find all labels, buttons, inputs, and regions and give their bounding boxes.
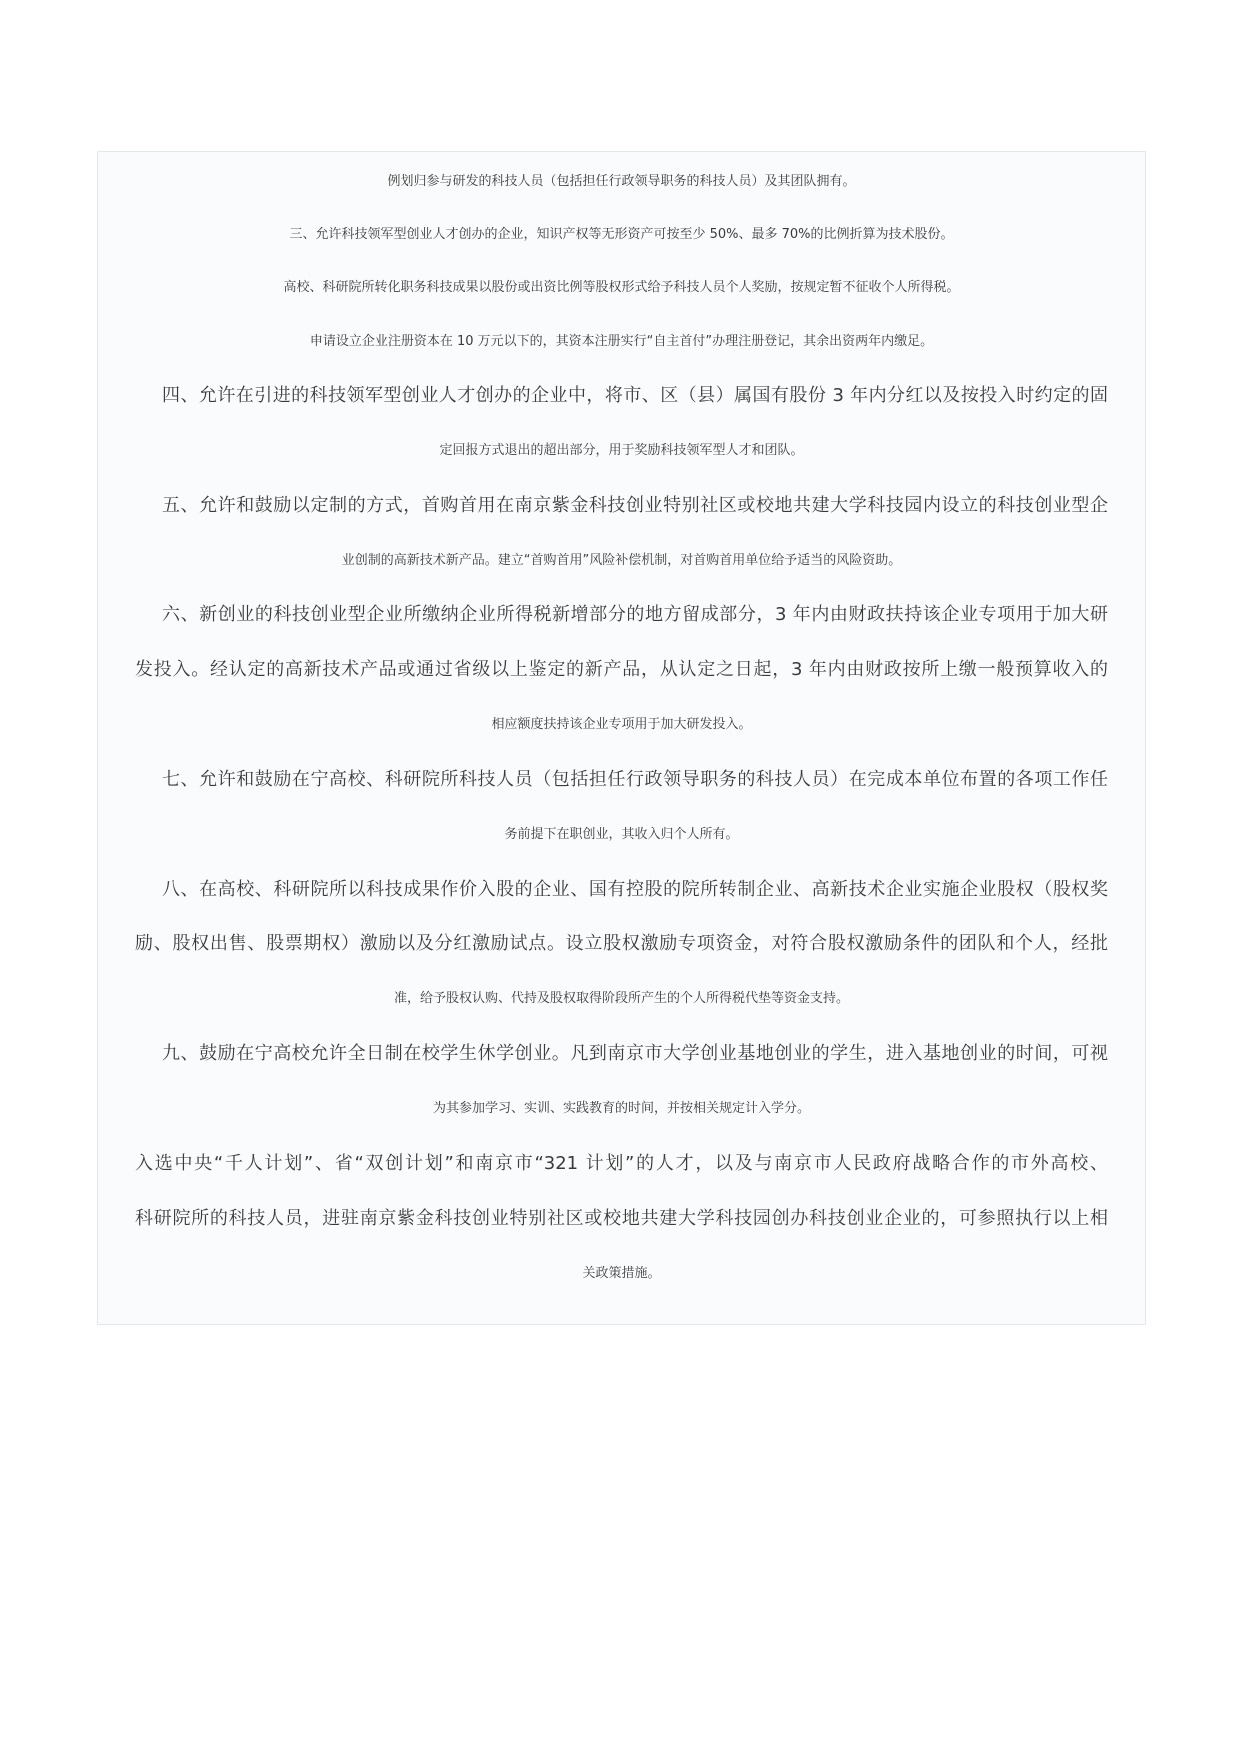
document-panel bbox=[97, 151, 1146, 1325]
text-line: 励、股权出售、股票期权）激励以及分红激励试点。设立股权激励专项资金，对符合股权激励条件的团队和个人，经批 bbox=[135, 933, 1108, 954]
text-line: 业创制的高新技术新产品。建立“首购首用”风险补偿机制，对首购首用单位给予适当的风险资助。 bbox=[341, 553, 902, 568]
text-line: 相应额度扶持该企业专项用于加大研发投入。 bbox=[491, 717, 752, 732]
text-line: 入选中央“千人计划”、省“双创计划”和南京市“321 计划”的人才，以及与南京市人民政府战略合作的市外高校、 bbox=[135, 1153, 1108, 1174]
text-line: 为其参加学习、实训、实践教育的时间，并按相关规定计入学分。 bbox=[432, 1101, 810, 1116]
text-line: 八、在高校、科研院所以科技成果作价入股的企业、国有控股的院所转制企业、高新技术企业实施企业股权（股权奖 bbox=[162, 879, 1108, 900]
text-line: 例划归参与研发的科技人员（包括担任行政领导职务的科技人员）及其团队拥有。 bbox=[387, 174, 856, 189]
text-line: 务前提下在职创业，其收入归个人所有。 bbox=[504, 827, 739, 842]
text-line: 准，给予股权认购、代持及股权取得阶段所产生的个人所得税代垫等资金支持。 bbox=[393, 991, 849, 1006]
text-line: 四、允许在引进的科技领军型创业人才创办的企业中，将市、区（县）属国有股份 3 年内分红以及按投入时约定的固 bbox=[162, 385, 1108, 406]
text-line: 九、鼓励在宁高校允许全日制在校学生休学创业。凡到南京市大学创业基地创业的学生，进入基地创业的时间，可视 bbox=[162, 1043, 1108, 1064]
text-line: 定回报方式退出的超出部分，用于奖励科技领军型人才和团队。 bbox=[439, 443, 804, 458]
text-line: 关政策措施。 bbox=[582, 1266, 661, 1281]
text-line: 发投入。经认定的高新技术产品或通过省级以上鉴定的新产品，从认定之日起，3 年内由财政按所上缴一般预算收入的 bbox=[135, 659, 1108, 680]
text-line: 五、允许和鼓励以定制的方式，首购首用在南京紫金科技创业特别社区或校地共建大学科技园内设立的科技创业型企 bbox=[162, 495, 1108, 516]
text-line: 科研院所的科技人员，进驻南京紫金科技创业特别社区或校地共建大学科技园创办科技创业企业的，可参照执行以上相 bbox=[135, 1208, 1108, 1229]
text-line: 高校、科研院所转化职务科技成果以股份或出资比例等股权形式给予科技人员个人奖励，按规定暂不征收个人所得税。 bbox=[283, 280, 960, 295]
text-line: 六、新创业的科技创业型企业所缴纳企业所得税新增部分的地方留成部分，3 年内由财政扶持该企业专项用于加大研 bbox=[162, 604, 1108, 625]
text-line: 申请设立企业注册资本在 10 万元以下的，其资本注册实行“自主首付”办理注册登记，其余出资两年内缴足。 bbox=[309, 334, 934, 349]
text-line: 三、允许科技领军型创业人才创办的企业，知识产权等无形资产可按至少 50%、最多 70%的比例折算为技术股份。 bbox=[289, 227, 954, 242]
text-line: 七、允许和鼓励在宁高校、科研院所科技人员（包括担任行政领导职务的科技人员）在完成本单位布置的各项工作任 bbox=[162, 769, 1108, 790]
